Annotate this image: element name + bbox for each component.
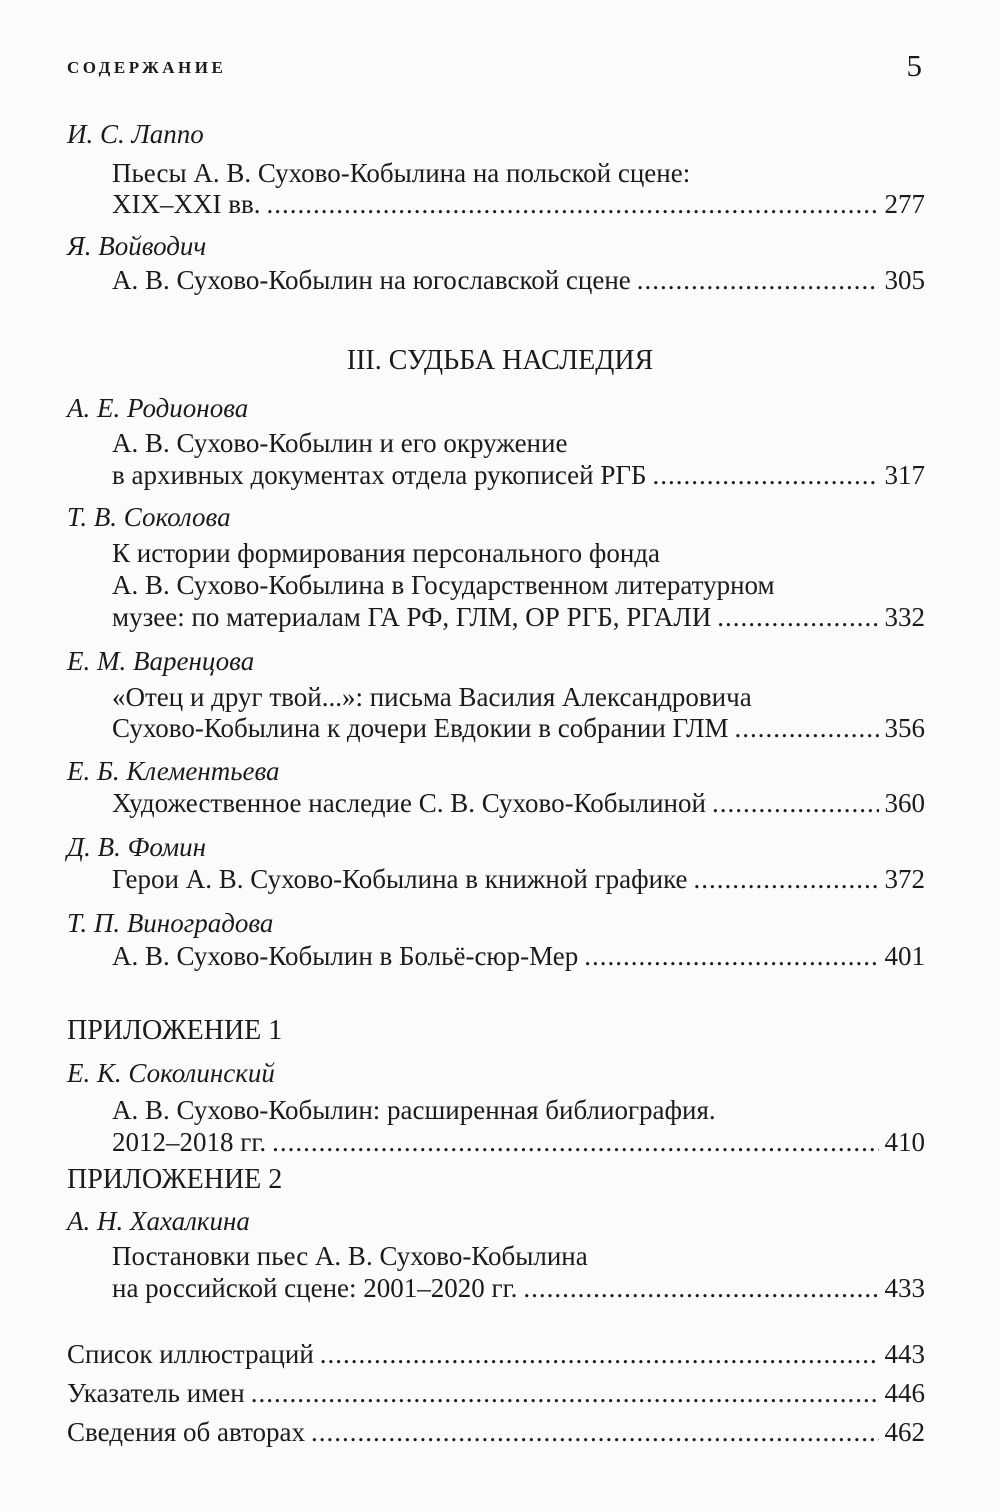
toc-page-number: 277 (884, 189, 925, 219)
dot-leader (712, 785, 879, 821)
toc-title-line: в архивных документах отдела рукописей РГБ (112, 460, 647, 490)
toc-author: Я. Войводич (67, 231, 207, 261)
page-number: 5 (906, 48, 922, 83)
toc-title-line: Герои А. В. Сухово-Кобылина в книжной графике (112, 864, 688, 894)
dot-leader (523, 1270, 878, 1306)
toc-title-line: А. В. Сухово-Кобылин в Больё-сюр-Мер (112, 941, 579, 971)
dot-leader (584, 938, 878, 974)
toc-entry-row[interactable] (112, 186, 925, 222)
toc-author: И. С. Лаппо (67, 119, 204, 149)
toc-entry-row[interactable] (112, 599, 925, 635)
toc-page-number: 332 (884, 602, 925, 632)
running-header: СОДЕРЖАНИЕ (67, 58, 227, 77)
toc-title-line: Сухово-Кобылина к дочери Евдокии в собрании ГЛМ (112, 713, 729, 743)
toc-title-line: 2012–2018 гг. (112, 1127, 267, 1157)
appendix-heading: ПРИЛОЖЕНИЕ 1 (67, 1015, 283, 1046)
toc-title-line: Сведения об авторах (67, 1417, 305, 1447)
toc-entry-row[interactable] (112, 457, 925, 493)
toc-title-line: XIX–XXI вв. (112, 189, 261, 219)
toc-title-line: А. В. Сухово-Кобылин: расширенная библиография. (112, 1095, 716, 1125)
toc-entry-row[interactable] (112, 938, 925, 974)
toc-entry-row[interactable] (112, 861, 925, 897)
toc-entry-row[interactable] (112, 710, 925, 746)
dot-leader (272, 1124, 878, 1160)
toc-page-number: 372 (884, 864, 925, 894)
toc-title-line: на российской сцене: 2001–2020 гг. (112, 1273, 518, 1303)
dot-leader (320, 1336, 879, 1372)
toc-page-number: 356 (884, 713, 925, 743)
toc-title-line: А. В. Сухово-Кобылин и его окружение (112, 428, 568, 458)
dot-leader (734, 710, 878, 746)
toc-title-line: «Отец и друг твой...»: письма Василия Александровича (112, 682, 752, 712)
toc-page-number: 462 (884, 1417, 925, 1447)
toc-title-line: Список иллюстраций (67, 1339, 314, 1369)
toc-title-line: Указатель имен (67, 1378, 245, 1408)
toc-author: Е. Б. Клементьева (67, 756, 280, 786)
toc-entry-row[interactable] (67, 1414, 925, 1450)
appendix-heading: ПРИЛОЖЕНИЕ 2 (67, 1164, 283, 1195)
toc-title-line: А. В. Сухово-Кобылина в Государственном литературном (112, 570, 775, 600)
toc-page-number: 443 (884, 1339, 925, 1369)
dot-leader (652, 457, 878, 493)
toc-page-number: 410 (884, 1127, 925, 1157)
toc-entry-row[interactable] (112, 785, 925, 821)
toc-title-line: Художественное наследие С. В. Сухово-Кобылиной (112, 788, 706, 818)
toc-entry-row[interactable] (67, 1375, 925, 1411)
dot-leader (694, 861, 879, 897)
toc-author: А. Е. Родионова (67, 393, 249, 423)
toc-author: Е. М. Варенцова (67, 646, 255, 676)
toc-page-number: 433 (884, 1273, 925, 1303)
dot-leader (717, 599, 878, 635)
toc-entry-row[interactable] (112, 1124, 925, 1160)
dot-leader (311, 1414, 879, 1450)
toc-title-line: музее: по материалам ГА РФ, ГЛМ, ОР РГБ, РГАЛИ (112, 602, 712, 632)
section-heading: III. СУДЬБА НАСЛЕДИЯ (346, 345, 654, 376)
toc-author: Т. В. Соколова (67, 502, 231, 532)
toc-page-number: 305 (884, 265, 925, 295)
toc-entry-row[interactable] (67, 1336, 925, 1372)
toc-page-number: 401 (884, 941, 925, 971)
toc-author: Т. П. Виноградова (67, 908, 274, 938)
toc-author: Д. В. Фомин (67, 832, 206, 862)
dot-leader (251, 1375, 879, 1411)
toc-title-line: Постановки пьес А. В. Сухово-Кобылина (112, 1241, 588, 1271)
toc-page-number: 446 (884, 1378, 925, 1408)
toc-entry-row[interactable] (112, 262, 925, 298)
toc-entry-row[interactable] (112, 1270, 925, 1306)
toc-title-line: А. В. Сухово-Кобылин на югославской сцене (112, 265, 631, 295)
toc-title-line: Пьесы А. В. Сухово-Кобылина на польской сцене: (112, 158, 691, 188)
dot-leader (637, 262, 879, 298)
toc-title-line: К истории формирования персонального фонда (112, 538, 660, 568)
toc-author: А. Н. Хахалкина (67, 1206, 250, 1236)
toc-author: Е. К. Соколинский (67, 1058, 275, 1088)
dot-leader (266, 186, 878, 222)
toc-page-number: 360 (884, 788, 925, 818)
toc-page-number: 317 (884, 460, 925, 490)
